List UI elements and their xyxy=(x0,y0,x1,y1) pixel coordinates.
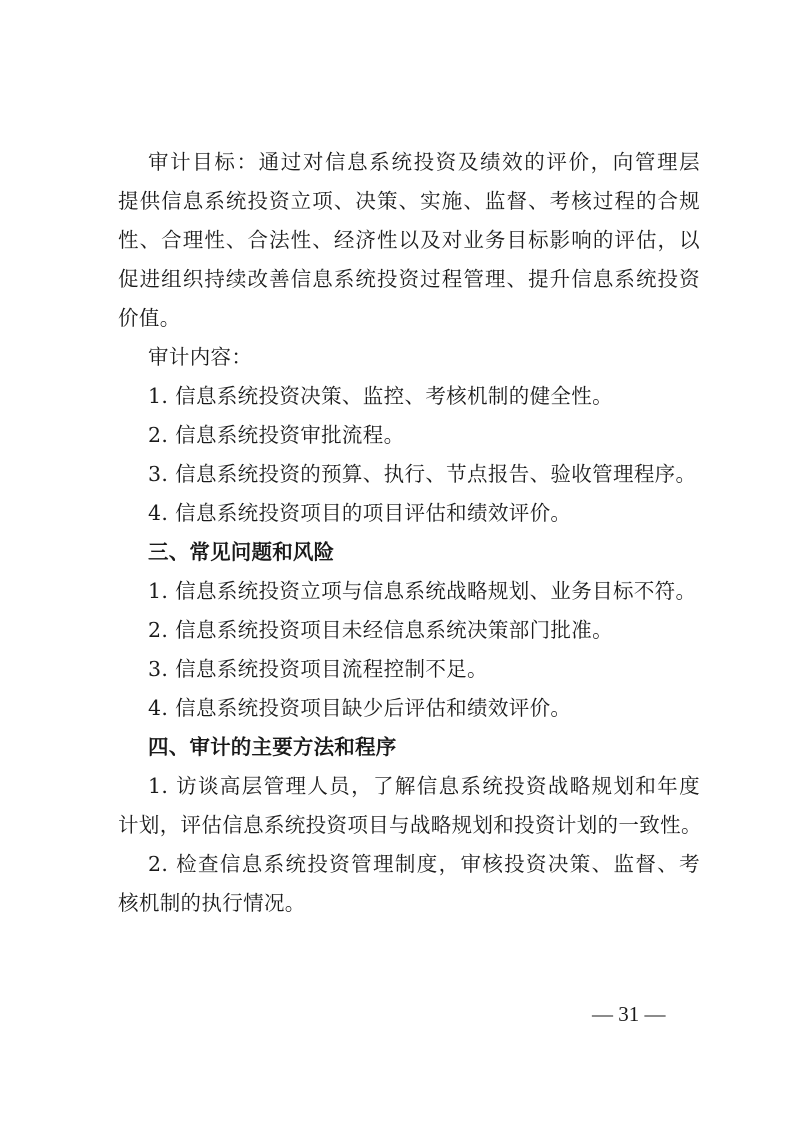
risk-item-2: 2. 信息系统投资项目未经信息系统决策部门批准。 xyxy=(148,618,613,642)
method-item-2-line-2: 核机制的执行情况。 xyxy=(118,891,306,915)
audit-content-item-2: 2. 信息系统投资审批流程。 xyxy=(148,423,405,447)
audit-objective-paragraph-line-5: 价值。 xyxy=(118,306,181,330)
section-heading-methods: 四、审计的主要方法和程序 xyxy=(148,735,397,759)
audit-objective-paragraph-line-2: 提供信息系统投资立项、决策、实施、监督、考核过程的合规 xyxy=(118,189,700,213)
risk-item-1: 1. 信息系统投资立项与信息系统战略规划、业务目标不符。 xyxy=(148,579,697,603)
audit-objective-paragraph-line-3: 性、合理性、合法性、经济性以及对业务目标影响的评估，以 xyxy=(118,228,700,252)
method-item-2-line-1: 2. 检查信息系统投资管理制度，审核投资决策、监督、考 xyxy=(148,852,700,876)
audit-content-item-3: 3. 信息系统投资的预算、执行、节点报告、验收管理程序。 xyxy=(148,462,697,486)
risk-item-4: 4. 信息系统投资项目缺少后评估和绩效评价。 xyxy=(148,696,572,720)
audit-content-label: 审计内容： xyxy=(148,345,253,369)
method-item-1-line-1: 1. 访谈高层管理人员，了解信息系统投资战略规划和年度 xyxy=(148,774,700,798)
section-heading-risks: 三、常见问题和风险 xyxy=(148,540,335,564)
audit-objective-paragraph-line-1: 审计目标：通过对信息系统投资及绩效的评价，向管理层 xyxy=(148,150,700,174)
audit-content-item-1: 1. 信息系统投资决策、监控、考核机制的健全性。 xyxy=(148,384,613,408)
method-item-1-line-2: 计划，评估信息系统投资项目与战略规划和投资计划的一致性。 xyxy=(118,813,702,837)
audit-content-item-4: 4. 信息系统投资项目的项目评估和绩效评价。 xyxy=(148,501,572,525)
audit-objective-paragraph-line-4: 促进组织持续改善信息系统投资过程管理、提升信息系统投资 xyxy=(118,267,700,291)
page-number: — 31 — xyxy=(592,1002,666,1026)
risk-item-3: 3. 信息系统投资项目流程控制不足。 xyxy=(148,657,488,681)
